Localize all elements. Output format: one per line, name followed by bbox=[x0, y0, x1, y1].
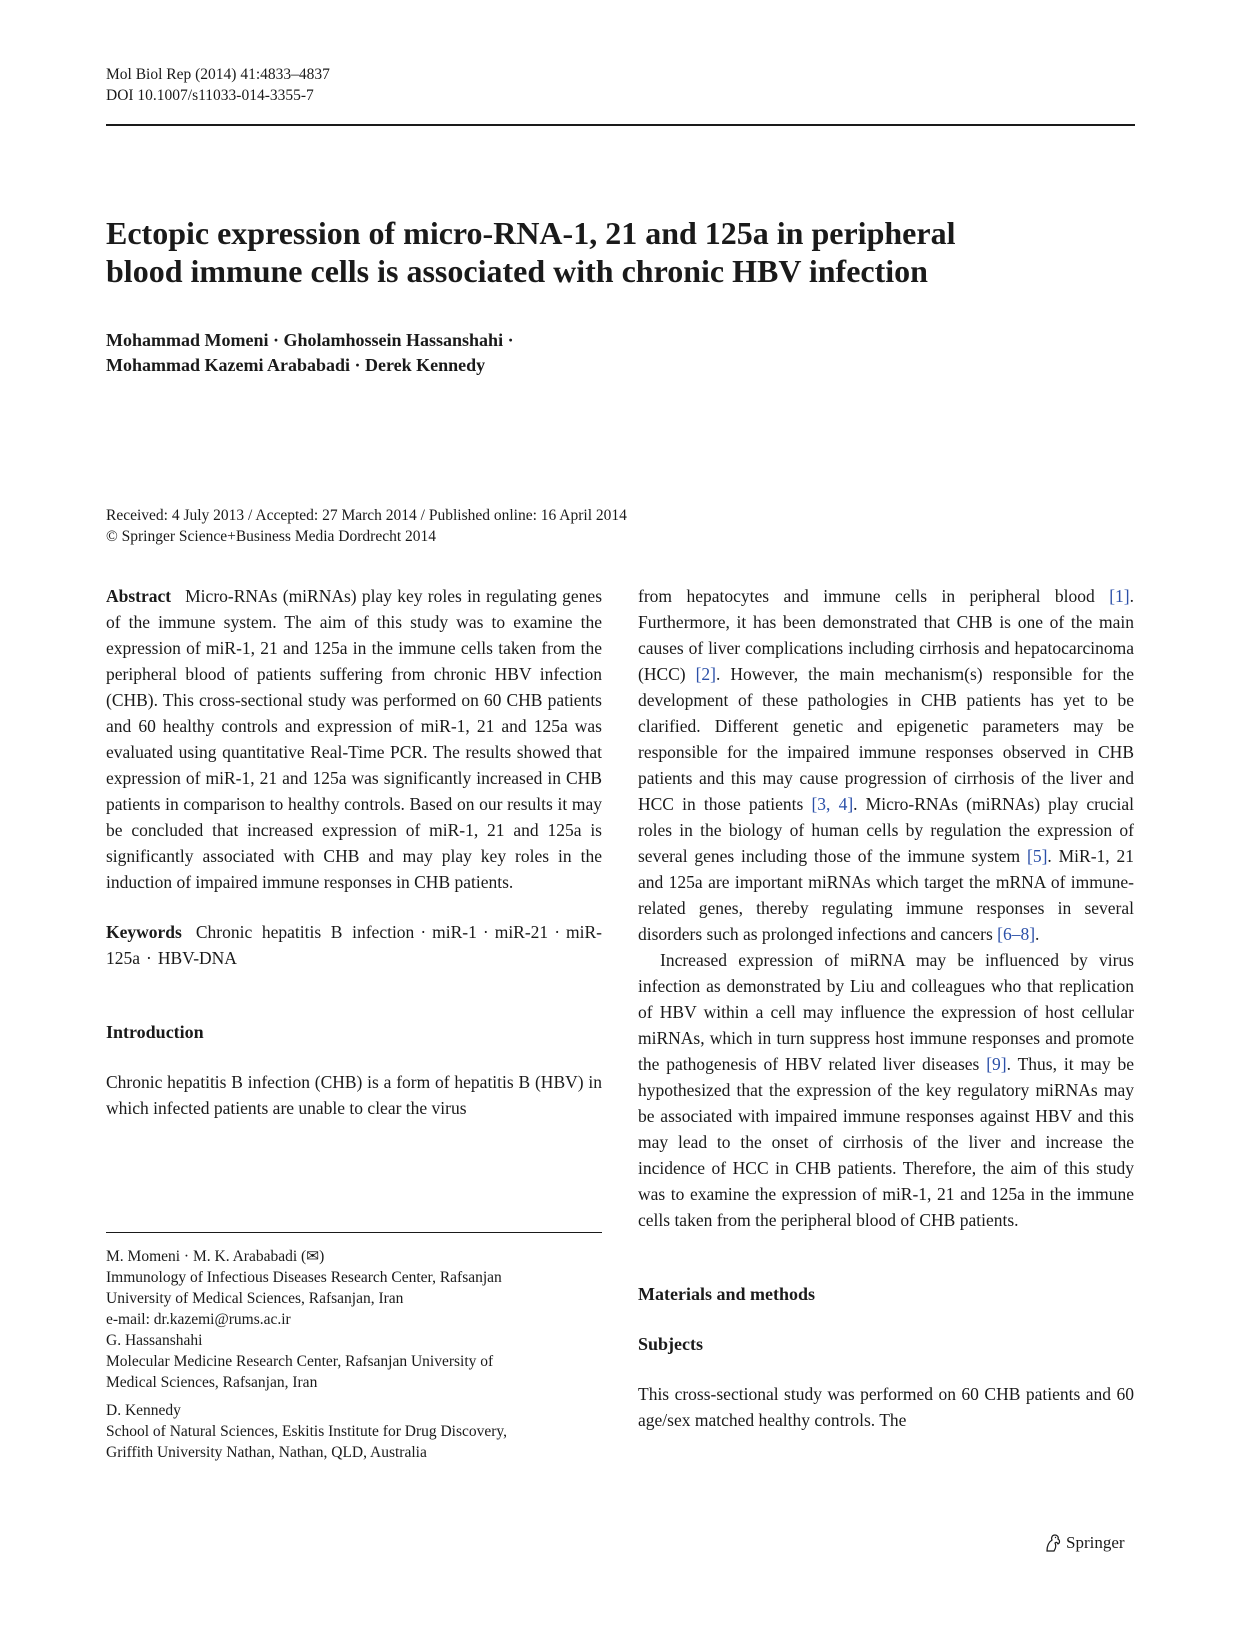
citation-link[interactable]: [6–8] bbox=[997, 924, 1036, 944]
journal-citation: Mol Biol Rep (2014) 41:4833–4837 bbox=[106, 66, 330, 83]
keywords bbox=[106, 919, 602, 971]
text-run: . bbox=[1035, 924, 1040, 944]
header-rule bbox=[106, 124, 1135, 126]
publisher-logo bbox=[1044, 1532, 1125, 1554]
affiliation-line: Immunology of Infectious Diseases Research Center, Rafsanjan bbox=[106, 1269, 502, 1286]
citation-link[interactable]: [9] bbox=[986, 1054, 1007, 1074]
keyword-separator: · bbox=[554, 922, 561, 942]
affiliation-line: University of Medical Sciences, Rafsanjan, Iran bbox=[106, 1290, 404, 1307]
right-column bbox=[638, 583, 1134, 1433]
methods-heading: Materials and methods bbox=[638, 1284, 815, 1304]
springer-horse-icon bbox=[1044, 1533, 1062, 1553]
keywords-label: Keywords bbox=[106, 922, 182, 942]
subjects-subheading: Subjects bbox=[638, 1334, 704, 1354]
keyword-item: miR-21 bbox=[494, 922, 549, 942]
footnote-rule bbox=[106, 1232, 602, 1233]
title-line-1: Ectopic expression of micro-RNA-1, 21 and 125a in peripheral bbox=[106, 215, 956, 251]
affiliation-names: M. Momeni · M. K. Arababadi (✉) bbox=[106, 1248, 325, 1265]
journal-header bbox=[106, 64, 330, 106]
text-run: . Thus, it may be hypothesized that the expression of the key regulatory miRNAs may be associated with impaired immune responses against HBV and this may lead to the onset of cirrhosis of the liver and increase the incidence of HCC in CHB patients. Therefore, the aim of this study was to examine the expression of miR-1, 21 and 125a in the immune cells taken from the peripheral blood of CHB patients. bbox=[638, 1054, 1134, 1230]
text-run: . Micro-RNAs (miRNAs) play crucial roles in the biology of human cells by regulation the expression of several genes including those of the immune system bbox=[638, 794, 1135, 866]
keyword-item: HBV-DNA bbox=[157, 948, 237, 968]
abstract bbox=[106, 583, 602, 895]
author-list bbox=[106, 328, 806, 378]
publication-dates bbox=[106, 505, 1006, 547]
keyword-separator: · bbox=[482, 922, 489, 942]
article-title bbox=[106, 214, 1136, 290]
abstract-label: Abstract bbox=[106, 586, 172, 606]
affiliation-email[interactable]: e-mail: dr.kazemi@rums.ac.ir bbox=[106, 1311, 291, 1328]
text-run: . However, the main mechanism(s) responsible for the development of these pathologies in CHB patients has yet to be clarified. Different genetic and epigenetic parameters may be responsible for the impaired immune responses observed in CHB patients and this may cause progression of cirrhosis of the liver and HCC in those patients bbox=[638, 664, 1134, 814]
affiliation-names: G. Hassanshahi bbox=[106, 1332, 203, 1349]
affiliation-momeni-arababadi bbox=[106, 1246, 602, 1330]
authors-line-1: Mohammad Momeni · Gholamhossein Hassanshahi · bbox=[106, 330, 514, 350]
introduction-heading: Introduction bbox=[106, 1022, 204, 1042]
affiliation-names: D. Kennedy bbox=[106, 1402, 181, 1419]
doi-link[interactable]: DOI 10.1007/s11033-014-3355-7 bbox=[106, 87, 314, 104]
authors-line-2: Mohammad Kazemi Arababadi · Derek Kennedy bbox=[106, 355, 486, 375]
abstract-text: Micro-RNAs (miRNAs) play key roles in regulating genes of the immune system. The aim of this study was to examine the expression of miR-1, 21 and 125a in the immune cells taken from the peripheral blood of patients suffering from chronic HBV infection (CHB). This cross-sectional study was performed on 60 CHB patients and 60 healthy controls and expression of miR-1, 21 and 125a was evaluated using quantitative Real-Time PCR. The results showed that expression of miR-1, 21 and 125a was significantly increased in CHB patients in comparison to healthy controls. Based on our results it may be concluded that increased expression of miR-1, 21 and 125a is significantly associated with CHB and may play key roles in the induction of impaired immune responses in CHB patients. bbox=[106, 586, 602, 892]
keyword-item: Chronic hepatitis B infection bbox=[195, 922, 415, 942]
received-accepted-line: Received: 4 July 2013 / Accepted: 27 March 2014 / Published online: 16 April 2014 bbox=[106, 507, 627, 524]
affiliation-kennedy bbox=[106, 1400, 602, 1463]
text-run: . MiR-1, 21 and 125a are important miRNAs which target the mRNA of immune-related genes, thereby regulating immune responses in several disorders such as prolonged infections and cancers bbox=[638, 846, 1134, 944]
keyword-separator: · bbox=[146, 948, 152, 968]
text-run: from hepatocytes and immune cells in peripheral blood bbox=[638, 586, 1110, 606]
keyword-item: miR-1 bbox=[432, 922, 477, 942]
affiliation-line: Griffith University Nathan, Nathan, QLD, Australia bbox=[106, 1444, 427, 1461]
citation-link[interactable]: [1] bbox=[1109, 586, 1130, 606]
text-run: Increased expression of miRNA may be influenced by virus infection as demonstrated by Liu and colleagues who that replication of HBV within a cell may influence the expression of host cellular miRNAs, which in turn suppress host immune responses and promote the pathogenesis of HBV related liver diseases bbox=[638, 950, 1134, 1074]
affiliation-line: Molecular Medicine Research Center, Rafsanjan University of bbox=[106, 1353, 494, 1370]
introduction-paragraph-2 bbox=[638, 947, 1134, 1233]
citation-link[interactable]: [2] bbox=[695, 664, 717, 684]
affiliation-line: Medical Sciences, Rafsanjan, Iran bbox=[106, 1374, 318, 1391]
keyword-item: miR-125a bbox=[106, 922, 602, 968]
affiliation-hassanshahi bbox=[106, 1330, 602, 1393]
methods-paragraph: This cross-sectional study was performed on 60 CHB patients and 60 age/sex matched healthy controls. The bbox=[638, 1384, 1134, 1430]
introduction-paragraph-start: Chronic hepatitis B infection (CHB) is a form of hepatitis B (HBV) in which infected patients are unable to clear the virus bbox=[106, 1072, 602, 1118]
affiliation-line: School of Natural Sciences, Eskitis Institute for Drug Discovery, bbox=[106, 1423, 508, 1440]
keyword-separator: · bbox=[420, 922, 427, 942]
publisher-name: Springer bbox=[1066, 1533, 1125, 1552]
left-column bbox=[106, 583, 602, 1121]
title-line-2: blood immune cells is associated with chronic HBV infection bbox=[106, 253, 928, 289]
introduction-paragraph-continued bbox=[638, 583, 1134, 947]
citation-link[interactable]: [3, 4] bbox=[811, 794, 854, 814]
copyright-line: © Springer Science+Business Media Dordrecht 2014 bbox=[106, 528, 437, 545]
text-run: . Furthermore, it has been demonstrated that CHB is one of the main causes of liver complications including cirrhosis and hepatocarcinoma (HCC) bbox=[638, 586, 1134, 684]
citation-link[interactable]: [5] bbox=[1027, 846, 1048, 866]
